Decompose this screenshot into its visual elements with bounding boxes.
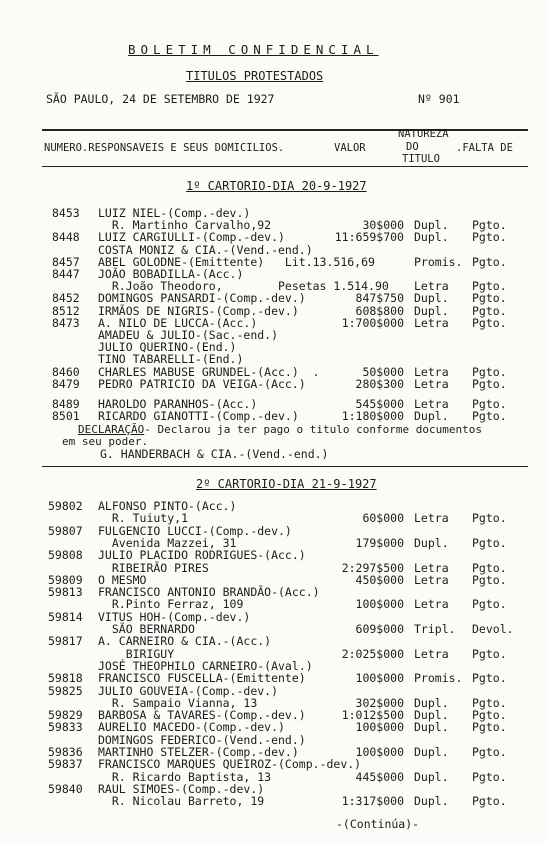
entry-nature: Letra: [414, 573, 449, 587]
entry-lack: Pgto.: [472, 561, 507, 575]
entry-value: 179$000: [355, 536, 404, 550]
entry-lack: Pgto.: [472, 647, 507, 661]
bulletin-number: Nº 901: [418, 92, 460, 106]
entry-name: R.Pinto Ferraz, 109: [98, 597, 244, 611]
entry-nature: Dupl.: [414, 770, 449, 784]
entry-name: JOSÉ THEOPHILO CARNEIRO-(Aval.): [98, 659, 313, 673]
section-rule: [42, 466, 528, 467]
entry-lack: Pgto.: [472, 255, 507, 269]
entry-value: 1:012$500: [341, 708, 404, 722]
entry-nature: Letra: [414, 397, 449, 411]
entry-value: 100$000: [355, 671, 404, 685]
entry-name: LUIZ CARGIULLI-(Comp.-dev.): [98, 230, 285, 244]
entry-value: 608$800: [355, 304, 404, 318]
entry-value: 60$000: [362, 511, 404, 525]
entry-name: JULIO GOUVEIA-(Comp.-dev.): [98, 684, 279, 698]
entry-lack: Pgto.: [472, 536, 507, 550]
document-subtitle: TITULOS PROTESTADOS: [186, 69, 324, 83]
entry-name: LUIZ NIEL-(Comp.-dev.): [98, 206, 251, 220]
entry-nature: Tripl.: [414, 622, 456, 636]
entry-name: FULGENCIO LUCCI-(Comp.-dev.): [98, 524, 292, 538]
entry-name: FRANCISCO ANTONIO BRANDÃO-(Acc.): [98, 585, 320, 599]
entry-lack: Pgto.: [472, 218, 507, 232]
entry-name: A. NILO DE LUCCA-(Acc.): [98, 316, 258, 330]
column-nature-1: NATUREZA: [398, 128, 449, 140]
entry-lack: Pgto.: [472, 377, 507, 391]
entry-name: CHARLES MABUSE GRUNDEL-(Acc.) .: [98, 365, 320, 379]
entry-value: 847$750: [355, 291, 404, 305]
entry-name: IRMÃOS DE NIGRIS-(Comp.-dev.): [98, 304, 299, 318]
entry-name: A. CARNEIRO & CIA.-(Acc.): [98, 634, 272, 648]
entry-value: 11:659$700: [334, 230, 404, 244]
entry-name: MARTINHO STELZER-(Comp.-dev.): [98, 745, 299, 759]
column-names: NUMERO.RESPONSAVEIS E SEUS DOMICILIOS.: [44, 142, 285, 154]
entry-value: 280$300: [355, 377, 404, 391]
entry-value: 50$000: [362, 365, 404, 379]
entry-name: R. Nicolau Barreto, 19: [98, 794, 265, 808]
entry-name: RAUL SIMOES-(Comp.-dev.): [98, 782, 265, 796]
entry-lack: Pgto.: [472, 745, 507, 759]
entry-value: 1:700$000: [341, 316, 404, 330]
entry-lack: Pgto.: [472, 794, 507, 808]
entry-number: 8452: [52, 291, 80, 305]
entry-name: R.João Theodoro, Pesetas 1.514.90: [98, 279, 389, 293]
entry-number: 8457: [52, 255, 80, 269]
entry-lack: Pgto.: [472, 316, 507, 330]
entry-lack: Devol.: [472, 622, 514, 636]
header-rule-bottom: [42, 166, 528, 167]
entry-name: DOMINGOS FEDERICO-(Vend.-end.): [98, 733, 306, 747]
entry-number: 8460: [52, 365, 80, 379]
entry-name: JOÃO BOBADILLA-(Acc.): [98, 267, 244, 281]
entry-value: 2:025$000: [341, 647, 404, 661]
entry-number: 8447: [52, 267, 80, 281]
entry-value: 1:317$000: [341, 794, 404, 808]
entry-number: 59808: [48, 548, 83, 562]
entry-nature: Letra: [414, 647, 449, 661]
entry-number: 59802: [48, 499, 83, 513]
entry-value: 1:180$000: [341, 409, 404, 423]
entry-number: 8473: [52, 316, 80, 330]
entry-lack: Pgto.: [472, 696, 507, 710]
declaration-line-2: em seu poder.: [62, 435, 149, 448]
entry-lack: Pgto.: [472, 671, 507, 685]
entry-lack: Pgto.: [472, 409, 507, 423]
declaration-line-3: G. HANDERBACH & CIA.-(Vend.-end.): [100, 447, 329, 461]
header-rule-top: [42, 129, 528, 131]
entry-value: 100$000: [355, 597, 404, 611]
entry-value: 2:297$500: [341, 561, 404, 575]
column-value: VALOR: [334, 142, 366, 154]
entry-value: 545$000: [355, 397, 404, 411]
entry-name: HAROLDO PARANHOS-(Acc.): [98, 397, 258, 411]
entry-number: 8489: [52, 397, 80, 411]
entry-name: RICARDO GIANOTTI-(Comp.-dev.): [98, 409, 299, 423]
entry-number: 59807: [48, 524, 83, 538]
entry-nature: Dupl.: [414, 708, 449, 722]
entry-number: 59814: [48, 610, 83, 624]
entry-name: DOMINGOS PANSARDI-(Comp.-dev.): [98, 291, 306, 305]
entry-name: R. Sampaio Vianna, 13: [98, 696, 258, 710]
entry-nature: Dupl.: [414, 745, 449, 759]
section-heading: 2º CARTORIO-DIA 21-9-1927: [196, 477, 377, 491]
entry-nature: Letra: [414, 377, 449, 391]
entry-name: AMADEU & JULIO-(Sac.-end.): [98, 328, 279, 342]
entry-name: ABEL GOLODNE-(Emittente) Lit.13.516,69: [98, 255, 375, 269]
entry-lack: Pgto.: [472, 304, 507, 318]
entry-nature: Dupl.: [414, 230, 449, 244]
document-title: BOLETIM CONFIDENCIAL: [128, 42, 379, 57]
entry-nature: Dupl.: [414, 794, 449, 808]
entry-nature: Dupl.: [414, 304, 449, 318]
entry-lack: Pgto.: [472, 230, 507, 244]
entry-value: 450$000: [355, 573, 404, 587]
entry-lack: Pgto.: [472, 279, 507, 293]
entry-nature: Letra: [414, 279, 449, 293]
entry-number: 59817: [48, 634, 83, 648]
entry-name: TINO TABARELLI-(End.): [98, 352, 244, 366]
entry-number: 59833: [48, 720, 83, 734]
entry-value: 445$000: [355, 770, 404, 784]
entry-nature: Promis.: [414, 255, 463, 269]
entry-lack: Pgto.: [472, 511, 507, 525]
entry-name: R. Ricardo Baptista, 13: [98, 770, 272, 784]
column-lack: .FALTA DE: [456, 142, 513, 154]
entry-nature: Letra: [414, 597, 449, 611]
entry-lack: Pgto.: [472, 397, 507, 411]
entry-nature: Letra: [414, 511, 449, 525]
entry-number: 59840: [48, 782, 83, 796]
entry-name: AURELIO MACEDO-(Comp.-dev.): [98, 720, 285, 734]
entry-name: PEDRO PATRICIO DA VEIGA-(Acc.): [98, 377, 306, 391]
entry-name: RIBEIRÃO PIRES: [98, 561, 209, 575]
entry-nature: Dupl.: [414, 696, 449, 710]
footer-continua: -(Continúa)-: [336, 817, 420, 831]
entry-value: 30$000: [362, 218, 404, 232]
entry-number: 59818: [48, 671, 83, 685]
entry-number: 8501: [52, 409, 80, 423]
entry-nature: Dupl.: [414, 218, 449, 232]
declaration-text: - Declarou ja ter pago o titulo conforme documentos: [144, 423, 482, 436]
entry-value: 100$000: [355, 720, 404, 734]
entry-name: BARBOSA & TAVARES-(Comp.-dev.): [98, 708, 306, 722]
entry-name: COSTA MONIZ & CIA.-(Vend.-end.): [98, 243, 313, 257]
entry-value: 100$000: [355, 745, 404, 759]
entry-nature: Letra: [414, 316, 449, 330]
entry-nature: Letra: [414, 365, 449, 379]
entry-number: 59836: [48, 745, 83, 759]
entry-name: FRANCISCO MARQUES QUEIROZ-(Comp.-dev.): [98, 757, 362, 771]
entry-lack: Pgto.: [472, 720, 507, 734]
entry-number: 8453: [52, 206, 80, 220]
entry-nature: Dupl.: [414, 409, 449, 423]
entry-lack: Pgto.: [472, 365, 507, 379]
entry-name: O MESMO: [98, 573, 147, 587]
entry-lack: Pgto.: [472, 291, 507, 305]
entry-number: 59809: [48, 573, 83, 587]
date-line: SÃO PAULO, 24 DE SETEMBRO DE 1927: [46, 92, 275, 106]
entry-number: 8448: [52, 230, 80, 244]
entry-nature: Dupl.: [414, 720, 449, 734]
entry-name: VITUS HOH-(Comp.-dev.): [98, 610, 251, 624]
entry-name: BIRIGUY: [98, 647, 175, 661]
declaration-label: DECLARAÇÃO: [78, 423, 145, 436]
entry-number: 8512: [52, 304, 80, 318]
entry-lack: Pgto.: [472, 708, 507, 722]
entry-nature: Dupl.: [414, 291, 449, 305]
entry-name: Avenida Mazzei, 31: [98, 536, 237, 550]
entry-name: ALFONSO PINTO-(Acc.): [98, 499, 237, 513]
entry-number: 59825: [48, 684, 83, 698]
entry-name: SÃO BERNARDO: [98, 622, 195, 636]
entry-nature: Letra: [414, 561, 449, 575]
entry-value: 302$000: [355, 696, 404, 710]
entry-number: 8479: [52, 377, 80, 391]
entry-name: JULIO PLACIDO RODRIGUES-(Acc.): [98, 548, 306, 562]
entry-lack: Pgto.: [472, 573, 507, 587]
entry-lack: Pgto.: [472, 770, 507, 784]
entry-nature: Promis.: [414, 671, 463, 685]
entry-number: 59837: [48, 757, 83, 771]
column-nature-2: DO: [406, 141, 419, 153]
entry-nature: Dupl.: [414, 536, 449, 550]
entry-number: 59813: [48, 585, 83, 599]
section-heading: 1º CARTORIO-DIA 20-9-1927: [186, 179, 367, 193]
entry-name: FRANCISCO FUSCELLA-(Emittente): [98, 671, 306, 685]
entry-name: JULIO QUERINO-(End.): [98, 340, 237, 354]
column-nature-3: TITULO: [402, 153, 440, 165]
entry-name: R. Martinho Carvalho,92: [98, 218, 272, 232]
entry-name: R. Tuiuty,1: [98, 511, 189, 525]
entry-value: 609$000: [355, 622, 404, 636]
entry-number: 59829: [48, 708, 83, 722]
entry-lack: Pgto.: [472, 597, 507, 611]
